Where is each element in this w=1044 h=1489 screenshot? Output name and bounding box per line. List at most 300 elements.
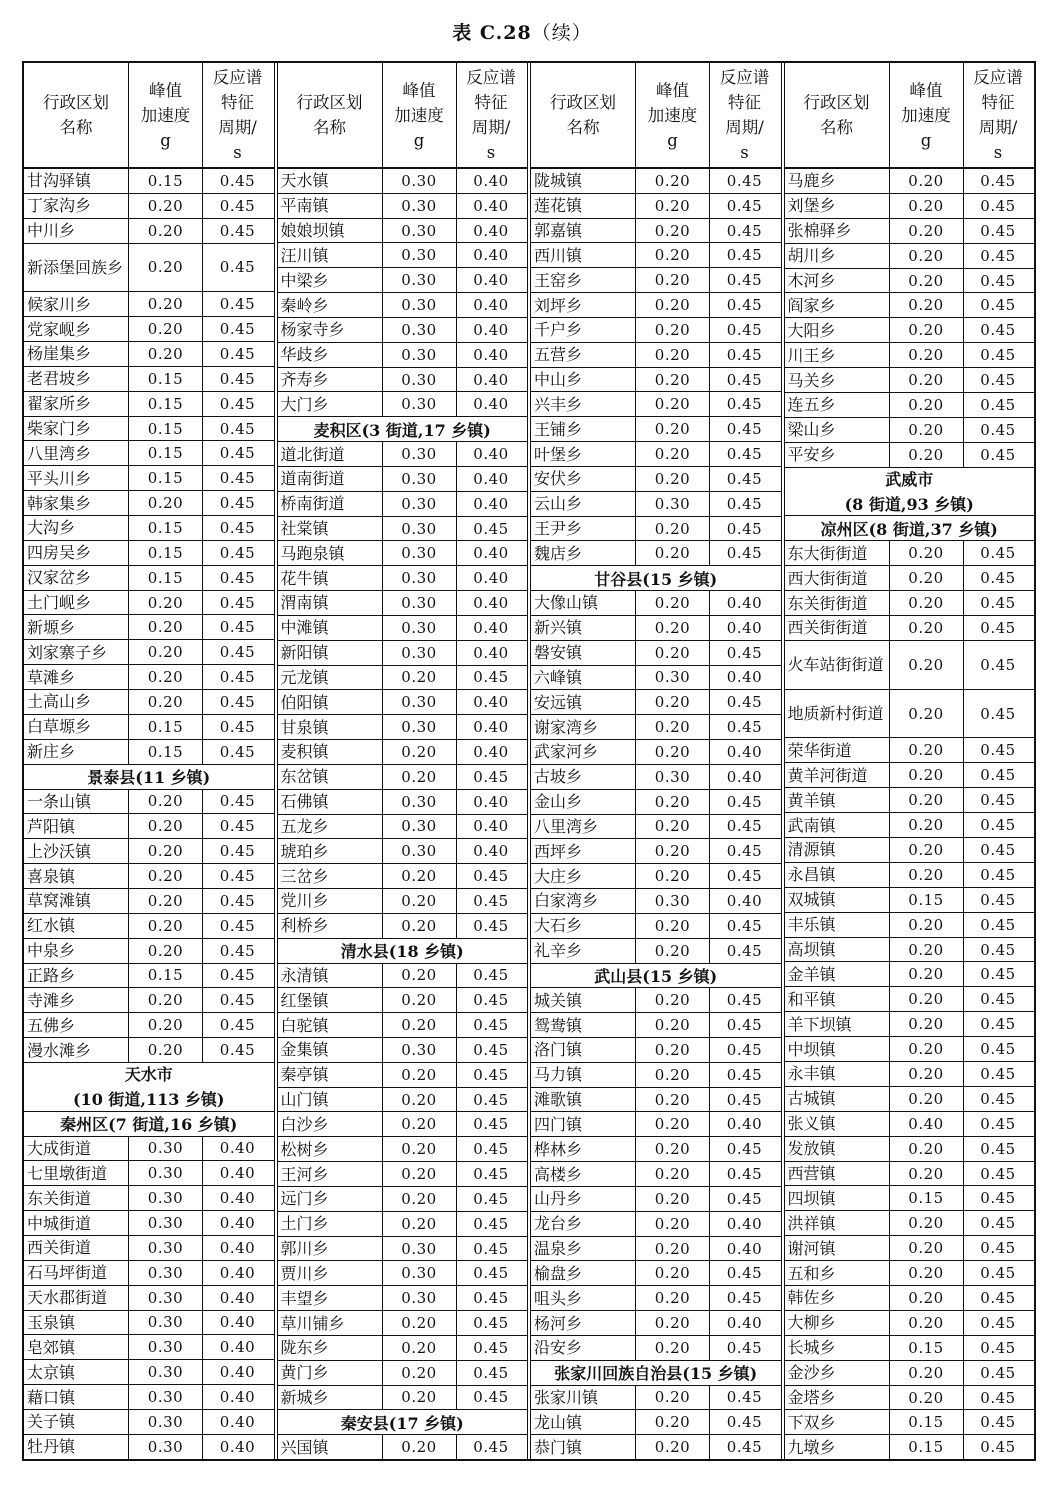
table-row xyxy=(24,964,274,989)
cell-peak-acceleration: 0.30 xyxy=(382,690,456,714)
cell-period: 0.40 xyxy=(456,790,526,814)
cell-peak-acceleration: 0.20 xyxy=(889,443,963,467)
table-row xyxy=(785,1386,1035,1411)
table-row xyxy=(24,591,274,616)
cell-period: 0.45 xyxy=(202,194,272,218)
cell-peak-acceleration: 0.20 xyxy=(889,1211,963,1235)
cell-period: 0.45 xyxy=(709,243,779,267)
cell-peak-acceleration: 0.20 xyxy=(382,988,456,1012)
table-row xyxy=(278,1137,528,1162)
table-row xyxy=(278,1088,528,1113)
cell-period: 0.45 xyxy=(709,1013,779,1037)
cell-name: 松树乡 xyxy=(280,1139,329,1159)
cell-name: 高坝镇 xyxy=(787,940,836,959)
cell-period: 0.45 xyxy=(202,615,272,639)
cell-name: 和平镇 xyxy=(787,989,836,1009)
header-name: 行政区划 名称 xyxy=(550,93,616,137)
cell-period: 0.45 xyxy=(963,1435,1033,1459)
cell-name: 王河乡 xyxy=(280,1164,329,1184)
cell-name: 中梁乡 xyxy=(280,270,329,290)
header-characteristic-period: 反应谱 特征 周期/ s xyxy=(202,63,272,167)
table-row xyxy=(24,1385,274,1410)
cell-peak-acceleration: 0.20 xyxy=(128,491,202,515)
table-row xyxy=(531,517,781,542)
table-row xyxy=(531,815,781,840)
table-row xyxy=(785,1211,1035,1236)
cell-period: 0.45 xyxy=(202,790,272,814)
cell-period: 0.45 xyxy=(456,1435,526,1459)
cell-peak-acceleration: 0.20 xyxy=(635,243,709,267)
table-row xyxy=(785,1162,1035,1187)
table-row xyxy=(24,839,274,864)
cell-name: 六峰镇 xyxy=(534,667,583,687)
table-row xyxy=(24,566,274,591)
cell-period: 0.45 xyxy=(709,417,779,441)
table-row xyxy=(278,864,528,889)
cell-name: 西大街街道 xyxy=(787,568,868,588)
table-row xyxy=(531,864,781,889)
cell-name: 新添堡回族乡 xyxy=(27,257,124,277)
table-row xyxy=(24,169,274,194)
table-row xyxy=(278,517,528,542)
table-row xyxy=(531,1286,781,1311)
cell-peak-acceleration: 0.20 xyxy=(635,1435,709,1459)
cell-name: 藉口镇 xyxy=(27,1387,76,1407)
cell-name: 九墩乡 xyxy=(787,1437,836,1457)
cell-peak-acceleration: 0.15 xyxy=(128,740,202,764)
cell-peak-acceleration: 0.20 xyxy=(889,1361,963,1385)
cell-peak-acceleration: 0.20 xyxy=(128,292,202,316)
cell-name: 琥珀乡 xyxy=(280,841,329,861)
cell-peak-acceleration: 0.20 xyxy=(128,889,202,913)
cell-name: 利桥乡 xyxy=(280,916,329,936)
cell-name: 王尹乡 xyxy=(534,519,583,538)
cell-name: 山丹乡 xyxy=(534,1189,583,1209)
cell-period: 0.45 xyxy=(709,864,779,888)
table-row xyxy=(531,243,781,268)
cell-period: 0.45 xyxy=(202,715,272,739)
table-row xyxy=(531,1162,781,1187)
cell-name: 正路乡 xyxy=(27,965,76,985)
table-row xyxy=(531,541,781,566)
cell-name: 杨崖集乡 xyxy=(27,344,92,364)
cell-peak-acceleration: 0.20 xyxy=(635,815,709,839)
cell-period: 0.45 xyxy=(709,368,779,392)
table-row xyxy=(531,765,781,790)
cell-peak-acceleration: 0.20 xyxy=(128,790,202,814)
cell-name: 桦林乡 xyxy=(534,1139,583,1159)
table-row xyxy=(278,889,528,914)
cell-period: 0.45 xyxy=(709,467,779,491)
table-column-group xyxy=(24,63,274,1459)
table-title xyxy=(0,18,1044,45)
cell-period: 0.45 xyxy=(202,566,272,590)
cell-period: 0.45 xyxy=(963,1137,1033,1161)
cell-period: 0.40 xyxy=(709,616,779,640)
table-row xyxy=(278,616,528,641)
cell-period: 0.40 xyxy=(709,1212,779,1236)
cell-peak-acceleration: 0.15 xyxy=(889,1186,963,1210)
table-row xyxy=(278,1187,528,1212)
cell-name: 老君坡乡 xyxy=(27,369,92,389)
cell-period: 0.40 xyxy=(456,641,526,665)
cell-name: 温泉乡 xyxy=(534,1239,583,1259)
cell-name: 古坡乡 xyxy=(534,767,583,787)
cell-period: 0.45 xyxy=(963,293,1033,317)
cell-name: 喜泉镇 xyxy=(27,866,76,886)
section-title: 秦州区(7 街道,16 乡镇) xyxy=(60,1115,238,1135)
cell-period: 0.40 xyxy=(456,815,526,839)
cell-name: 平头川乡 xyxy=(27,468,92,488)
table-row xyxy=(278,765,528,790)
table-row xyxy=(531,690,781,715)
cell-peak-acceleration: 0.20 xyxy=(635,690,709,714)
cell-peak-acceleration: 0.20 xyxy=(635,541,709,565)
section-header-row xyxy=(531,1361,781,1386)
cell-peak-acceleration: 0.20 xyxy=(128,814,202,838)
table-row xyxy=(531,318,781,343)
section-title: 麦积区(3 街道,17 乡镇) xyxy=(313,420,491,440)
table-row xyxy=(531,914,781,939)
cell-period: 0.45 xyxy=(456,666,526,690)
cell-name: 四门镇 xyxy=(534,1114,583,1134)
cell-peak-acceleration: 0.20 xyxy=(635,343,709,367)
cell-peak-acceleration: 0.20 xyxy=(889,244,963,268)
section-header-row xyxy=(278,939,528,964)
cell-period: 0.45 xyxy=(709,194,779,218)
cell-name: 咀头乡 xyxy=(534,1288,583,1308)
cell-period: 0.45 xyxy=(709,988,779,1012)
cell-peak-acceleration: 0.30 xyxy=(382,492,456,516)
cell-period: 0.45 xyxy=(709,442,779,466)
cell-peak-acceleration: 0.30 xyxy=(382,1038,456,1062)
cell-period: 0.40 xyxy=(456,715,526,739)
cell-name: 中山乡 xyxy=(534,370,583,390)
cell-period: 0.45 xyxy=(456,1187,526,1211)
cell-name: 甘沟驿镇 xyxy=(27,171,92,191)
cell-period: 0.45 xyxy=(202,839,272,863)
table-row xyxy=(531,616,781,641)
cell-name: 礼辛乡 xyxy=(534,941,583,961)
cell-peak-acceleration: 0.20 xyxy=(635,169,709,193)
cell-peak-acceleration: 0.20 xyxy=(635,1311,709,1335)
table-row xyxy=(531,194,781,219)
cell-period: 0.45 xyxy=(709,839,779,863)
cell-period: 0.40 xyxy=(456,591,526,615)
cell-peak-acceleration: 0.20 xyxy=(635,442,709,466)
cell-name: 谢家湾乡 xyxy=(534,717,599,737)
cell-name: 玉泉镇 xyxy=(27,1312,76,1332)
table-row xyxy=(278,1361,528,1386)
cell-peak-acceleration: 0.20 xyxy=(889,1236,963,1260)
section-header-row xyxy=(278,1410,528,1435)
cell-peak-acceleration: 0.30 xyxy=(382,591,456,615)
table-row xyxy=(531,591,781,616)
cell-period: 0.45 xyxy=(202,491,272,515)
cell-name: 羊下坝镇 xyxy=(787,1014,852,1034)
cell-peak-acceleration: 0.20 xyxy=(382,1162,456,1186)
cell-peak-acceleration: 0.20 xyxy=(889,368,963,392)
cell-period: 0.40 xyxy=(456,169,526,193)
city-name: 天水市 xyxy=(124,1064,173,1084)
table-row xyxy=(278,219,528,244)
table-row xyxy=(278,591,528,616)
cell-peak-acceleration: 0.20 xyxy=(635,988,709,1012)
cell-period: 0.40 xyxy=(709,591,779,615)
table-row xyxy=(785,813,1035,838)
table-row xyxy=(531,368,781,393)
cell-peak-acceleration: 0.20 xyxy=(635,914,709,938)
cell-peak-acceleration: 0.20 xyxy=(128,317,202,341)
cell-period: 0.45 xyxy=(709,1088,779,1112)
cell-name: 古城镇 xyxy=(787,1089,836,1109)
table-row xyxy=(24,988,274,1013)
cell-period: 0.40 xyxy=(456,566,526,590)
table-row xyxy=(24,491,274,516)
cell-period: 0.40 xyxy=(456,194,526,218)
section-title: 凉州区(8 街道,37 乡镇) xyxy=(820,519,998,539)
cell-period: 0.45 xyxy=(709,517,779,541)
cell-period: 0.45 xyxy=(709,1063,779,1087)
city-subtitle: (10 街道,113 乡镇) xyxy=(72,1089,225,1109)
cell-peak-acceleration: 0.20 xyxy=(889,219,963,243)
header-name: 行政区划 名称 xyxy=(43,93,109,137)
table-row xyxy=(785,1261,1035,1286)
city-subtitle: (8 街道,93 乡镇) xyxy=(844,494,974,514)
cell-period: 0.45 xyxy=(202,864,272,888)
cell-period: 0.45 xyxy=(963,962,1033,986)
cell-period: 0.45 xyxy=(456,765,526,789)
header-row xyxy=(278,63,528,169)
section-header-row xyxy=(531,964,781,989)
table-row xyxy=(24,790,274,815)
header-name: 行政区划 名称 xyxy=(296,93,363,137)
table-row xyxy=(531,715,781,740)
cell-name: 永清镇 xyxy=(280,965,329,985)
header-peak-acceleration: 峰值 加速度 g xyxy=(635,63,709,167)
cell-peak-acceleration: 0.30 xyxy=(382,641,456,665)
cell-period: 0.45 xyxy=(709,541,779,565)
section-header-row xyxy=(278,417,528,442)
table-row xyxy=(785,763,1035,788)
cell-period: 0.45 xyxy=(709,790,779,814)
cell-period: 0.45 xyxy=(709,293,779,317)
table-row xyxy=(24,615,274,640)
table-row xyxy=(531,740,781,765)
cell-name: 道南街道 xyxy=(280,469,345,489)
table-row xyxy=(278,815,528,840)
cell-name: 白家湾乡 xyxy=(534,891,599,911)
cell-peak-acceleration: 0.20 xyxy=(128,939,202,963)
cell-period: 0.45 xyxy=(202,939,272,963)
table-row xyxy=(531,790,781,815)
cell-peak-acceleration: 0.15 xyxy=(128,417,202,441)
table-row xyxy=(24,1410,274,1435)
cell-peak-acceleration: 0.30 xyxy=(382,169,456,193)
cell-name: 大沟乡 xyxy=(27,518,76,538)
cell-period: 0.45 xyxy=(709,1386,779,1410)
cell-name: 娘娘坝镇 xyxy=(280,221,345,241)
cell-peak-acceleration: 0.30 xyxy=(635,666,709,690)
table-row xyxy=(278,1261,528,1286)
cell-name: 一条山镇 xyxy=(27,791,92,811)
cell-peak-acceleration: 0.30 xyxy=(382,368,456,392)
header-row xyxy=(785,63,1035,169)
table-row xyxy=(24,1360,274,1385)
cell-peak-acceleration: 0.30 xyxy=(382,815,456,839)
table-row xyxy=(785,169,1035,194)
cell-name: 草滩乡 xyxy=(27,667,76,687)
cell-peak-acceleration: 0.20 xyxy=(635,1187,709,1211)
cell-period: 0.45 xyxy=(963,1410,1033,1434)
cell-name: 新阳镇 xyxy=(280,643,329,663)
table-row xyxy=(278,541,528,566)
cell-name: 甘泉镇 xyxy=(280,717,329,737)
table-column-group xyxy=(781,63,1035,1459)
cell-peak-acceleration: 0.20 xyxy=(128,988,202,1012)
table-row xyxy=(24,194,274,219)
cell-name: 阎家乡 xyxy=(787,295,836,315)
table-body xyxy=(24,169,274,1459)
cell-name: 双城镇 xyxy=(787,890,836,910)
cell-name: 土高山乡 xyxy=(27,692,92,712)
table-row xyxy=(785,1435,1035,1459)
cell-peak-acceleration: 0.20 xyxy=(889,418,963,442)
cell-peak-acceleration: 0.20 xyxy=(128,690,202,714)
cell-peak-acceleration: 0.15 xyxy=(128,367,202,391)
table-row xyxy=(278,293,528,318)
cell-period: 0.45 xyxy=(456,988,526,1012)
cell-period: 0.40 xyxy=(202,1360,272,1384)
cell-period: 0.45 xyxy=(963,838,1033,862)
cell-name: 皂郊镇 xyxy=(27,1337,76,1357)
table-row xyxy=(785,938,1035,963)
cell-name: 连五乡 xyxy=(787,395,836,415)
city-title xyxy=(24,1063,274,1111)
cell-period: 0.45 xyxy=(963,788,1033,812)
cell-name: 社棠镇 xyxy=(280,519,329,538)
cell-period: 0.45 xyxy=(963,863,1033,887)
cell-peak-acceleration: 0.20 xyxy=(889,591,963,615)
cell-name: 漫水滩乡 xyxy=(27,1040,92,1060)
cell-name: 石佛镇 xyxy=(280,792,329,812)
cell-peak-acceleration: 0.20 xyxy=(889,1286,963,1310)
table-row xyxy=(531,1112,781,1137)
cell-period: 0.45 xyxy=(963,1087,1033,1111)
cell-peak-acceleration: 0.20 xyxy=(889,318,963,342)
cell-name: 太京镇 xyxy=(27,1362,76,1382)
cell-period: 0.45 xyxy=(202,1038,272,1062)
table-row xyxy=(531,839,781,864)
cell-name: 八里湾乡 xyxy=(534,816,599,836)
cell-period: 0.45 xyxy=(709,1038,779,1062)
cell-peak-acceleration: 0.20 xyxy=(635,839,709,863)
cell-peak-acceleration: 0.30 xyxy=(128,1261,202,1285)
cell-name: 谢河镇 xyxy=(787,1238,836,1258)
cell-peak-acceleration: 0.20 xyxy=(382,1063,456,1087)
cell-name: 大成街道 xyxy=(27,1138,92,1158)
cell-peak-acceleration: 0.20 xyxy=(128,640,202,664)
cell-name: 芦阳镇 xyxy=(27,816,76,836)
cell-period: 0.40 xyxy=(456,343,526,367)
table-row xyxy=(278,690,528,715)
table-row xyxy=(531,1038,781,1063)
section-header-row xyxy=(785,516,1035,541)
table-row xyxy=(785,1311,1035,1336)
table-row xyxy=(531,417,781,442)
cell-period: 0.40 xyxy=(202,1410,272,1434)
cell-period: 0.45 xyxy=(963,1211,1033,1235)
cell-name: 党川乡 xyxy=(280,891,329,911)
header-characteristic-period: 反应谱 特征 周期/ s xyxy=(709,63,779,167)
cell-name: 西关街道 xyxy=(27,1238,92,1258)
table-row xyxy=(278,169,528,194)
cell-period: 0.45 xyxy=(709,169,779,193)
table-row xyxy=(278,343,528,368)
cell-name: 东关街道 xyxy=(27,1188,92,1208)
cell-period: 0.40 xyxy=(456,368,526,392)
table-row xyxy=(24,1013,274,1038)
cell-period: 0.45 xyxy=(709,343,779,367)
cell-name: 郭嘉镇 xyxy=(534,221,583,241)
cell-peak-acceleration: 0.20 xyxy=(889,616,963,640)
cell-period: 0.40 xyxy=(709,740,779,764)
cell-period: 0.45 xyxy=(709,641,779,665)
cell-period: 0.40 xyxy=(456,492,526,516)
cell-name: 五营乡 xyxy=(534,345,583,365)
table-row xyxy=(785,1112,1035,1137)
table-row xyxy=(24,914,274,939)
section-title: 景泰县(11 乡镇) xyxy=(87,768,211,788)
cell-period: 0.40 xyxy=(202,1161,272,1185)
cell-peak-acceleration: 0.30 xyxy=(635,889,709,913)
table-row xyxy=(278,1038,528,1063)
cell-peak-acceleration: 0.30 xyxy=(382,1261,456,1285)
cell-peak-acceleration: 0.20 xyxy=(635,641,709,665)
cell-name: 高楼乡 xyxy=(534,1164,583,1184)
cell-name: 滩歌镇 xyxy=(534,1090,583,1110)
cell-peak-acceleration: 0.20 xyxy=(635,392,709,416)
cell-period: 0.40 xyxy=(456,318,526,342)
cell-peak-acceleration: 0.30 xyxy=(128,1137,202,1161)
table-row xyxy=(785,690,1035,739)
cell-peak-acceleration: 0.30 xyxy=(382,343,456,367)
cell-peak-acceleration: 0.20 xyxy=(635,864,709,888)
city-title xyxy=(785,468,1035,516)
cell-name: 天水郡街道 xyxy=(27,1288,108,1308)
cell-period: 0.45 xyxy=(963,738,1033,762)
cell-name: 西营镇 xyxy=(787,1164,836,1184)
cell-period: 0.45 xyxy=(456,1311,526,1335)
cell-peak-acceleration: 0.20 xyxy=(635,268,709,292)
cell-name: 伯阳镇 xyxy=(280,692,329,712)
cell-period: 0.45 xyxy=(456,1261,526,1285)
cell-period: 0.45 xyxy=(709,492,779,516)
cell-name: 金塔乡 xyxy=(787,1388,836,1408)
cell-period: 0.45 xyxy=(963,1361,1033,1385)
table-row xyxy=(531,1088,781,1113)
cell-name: 荣华街道 xyxy=(787,740,852,760)
cell-peak-acceleration: 0.20 xyxy=(128,839,202,863)
cell-peak-acceleration: 0.20 xyxy=(889,1261,963,1285)
table-row xyxy=(531,1336,781,1361)
table-row xyxy=(24,1286,274,1311)
cell-period: 0.45 xyxy=(456,1237,526,1261)
table-row xyxy=(278,194,528,219)
cell-peak-acceleration: 0.30 xyxy=(382,839,456,863)
section-title: 武山县(15 乡镇) xyxy=(594,966,718,986)
table-row xyxy=(278,1386,528,1411)
